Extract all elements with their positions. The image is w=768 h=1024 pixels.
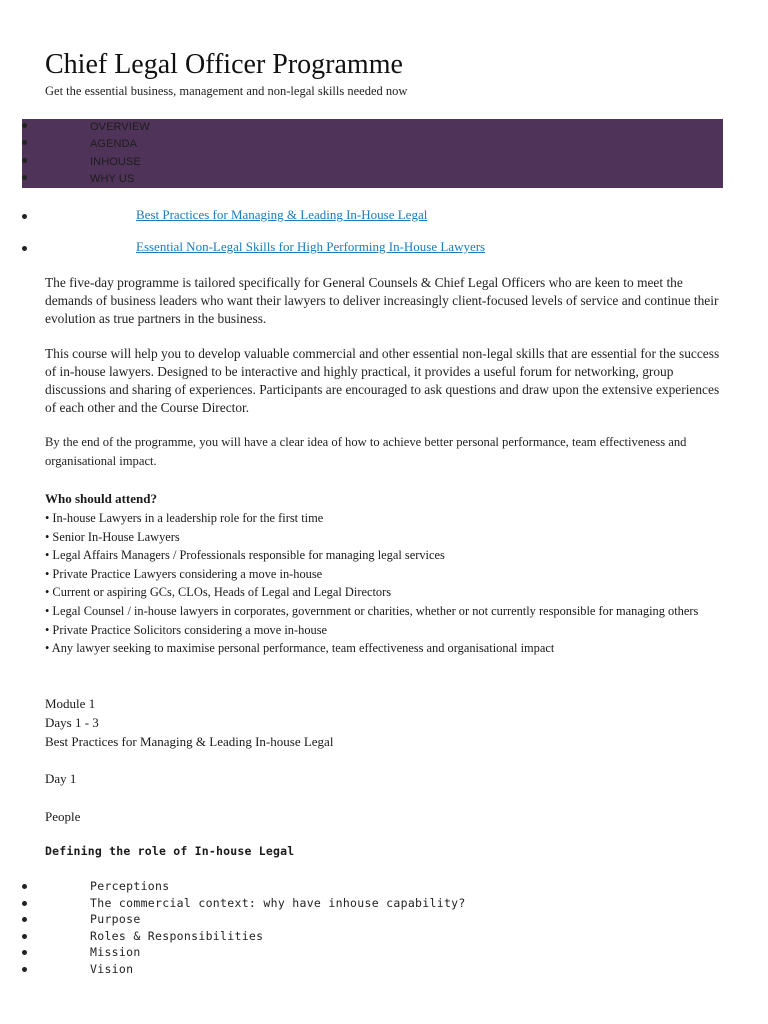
topic-text: Purpose [90, 912, 141, 927]
topic-subheading: Defining the role of In-house Legal [45, 844, 295, 858]
section-label: People [45, 809, 81, 824]
bullet-icon [22, 884, 27, 889]
list-item: • In-house Lawyers in a leadership role for the first time [45, 511, 324, 525]
page-subtitle: Get the essential business, management and non-legal skills needed now [45, 84, 408, 98]
bullet-icon [22, 967, 27, 972]
intro-paragraph-1: The five-day programme is tailored specifically for General Counsels & Chief Legal Officers who are keen to meet the demands of business leaders who want their lawyers to deliver increasingly client-focused levels of service and continue their evolution as true partners in the business. [45, 275, 719, 326]
bullet-icon [22, 123, 27, 128]
bullet-icon [22, 950, 27, 955]
list-item: • Private Practice Lawyers considering a move in-house [45, 566, 323, 581]
bullet-icon [22, 158, 27, 163]
list-item [22, 911, 722, 928]
list-item [22, 878, 722, 895]
bullet-icon [22, 934, 27, 939]
main-nav [22, 119, 723, 188]
topic-text: Perceptions [90, 879, 170, 893]
attend-list [45, 509, 725, 658]
topic-text: Roles & Responsibilities [90, 928, 264, 943]
nav-item-inhouse[interactable] [22, 154, 723, 171]
list-item [22, 961, 722, 978]
list-item [22, 928, 722, 945]
nav-item-label[interactable]: OVERVIEW [90, 121, 150, 133]
list-item: • Legal Affairs Managers / Professionals responsible for managing legal services [45, 548, 445, 563]
list-item [22, 944, 722, 961]
list-item: • Senior In-House Lawyers [45, 529, 180, 544]
attend-heading: Who should attend? [45, 491, 157, 506]
intro-paragraph-2: This course will help you to develop valuable commercial and other essential non-legal skills that are essential for the success of in-house lawyers. Designed to be interactive and highly practical, it provides a useful forum for networking, group discussions and sharing of experiences. Participants are encouraged to ask questions and draw upon the extensive experiences of each other and the Course Director. [45, 346, 720, 415]
list-item: • Current or aspiring GCs, CLOs, Heads of Legal and Legal Directors [45, 585, 392, 600]
page-title: Chief Legal Officer Programme [45, 49, 403, 80]
module-title: Best Practices for Managing & Leading In-house Legal [45, 734, 334, 749]
module-label: Module 1 [45, 696, 96, 711]
topic-list [22, 878, 722, 978]
module-link-best-practices[interactable]: Best Practices for Managing & Leading In-House Legal [136, 207, 428, 222]
topic-text: The commercial context: why have inhouse capability? [90, 895, 466, 910]
list-item: • Any lawyer seeking to maximise personal performance, team effectiveness and organisational impact [45, 641, 555, 656]
topic-text: Vision [90, 961, 134, 976]
nav-item-why-us[interactable] [22, 171, 723, 188]
bullet-icon [22, 175, 27, 180]
nav-item-agenda[interactable] [22, 136, 723, 153]
module-link-non-legal-skills[interactable]: Essential Non-Legal Skills for High Performing In-House Lawyers [136, 239, 486, 254]
list-item [22, 895, 722, 912]
module-days: Days 1 - 3 [45, 715, 99, 730]
module-link-item [22, 206, 722, 226]
bullet-icon [22, 214, 27, 219]
bullet-icon [22, 140, 27, 145]
nav-item-label[interactable]: AGENDA [90, 138, 138, 151]
list-item: • Private Practice Solicitors considering a move in-house [45, 622, 328, 637]
intro-paragraph-3: By the end of the programme, you will have a clear idea of how to achieve better personal performance, team effectiveness and organisational impact. [45, 435, 687, 468]
bullet-icon [22, 917, 27, 922]
module-link-item [22, 238, 722, 258]
nav-item-overview[interactable] [22, 119, 723, 136]
list-item: • Legal Counsel / in-house lawyers in corporates, government or charities, whether or not currently responsible for managing others [45, 603, 699, 618]
bullet-icon [22, 901, 27, 906]
topic-text: Mission [90, 945, 141, 960]
day-label: Day 1 [45, 771, 77, 786]
nav-item-label[interactable]: WHY US [90, 172, 135, 185]
nav-item-label[interactable]: INHOUSE [90, 155, 141, 168]
bullet-icon [22, 246, 27, 251]
